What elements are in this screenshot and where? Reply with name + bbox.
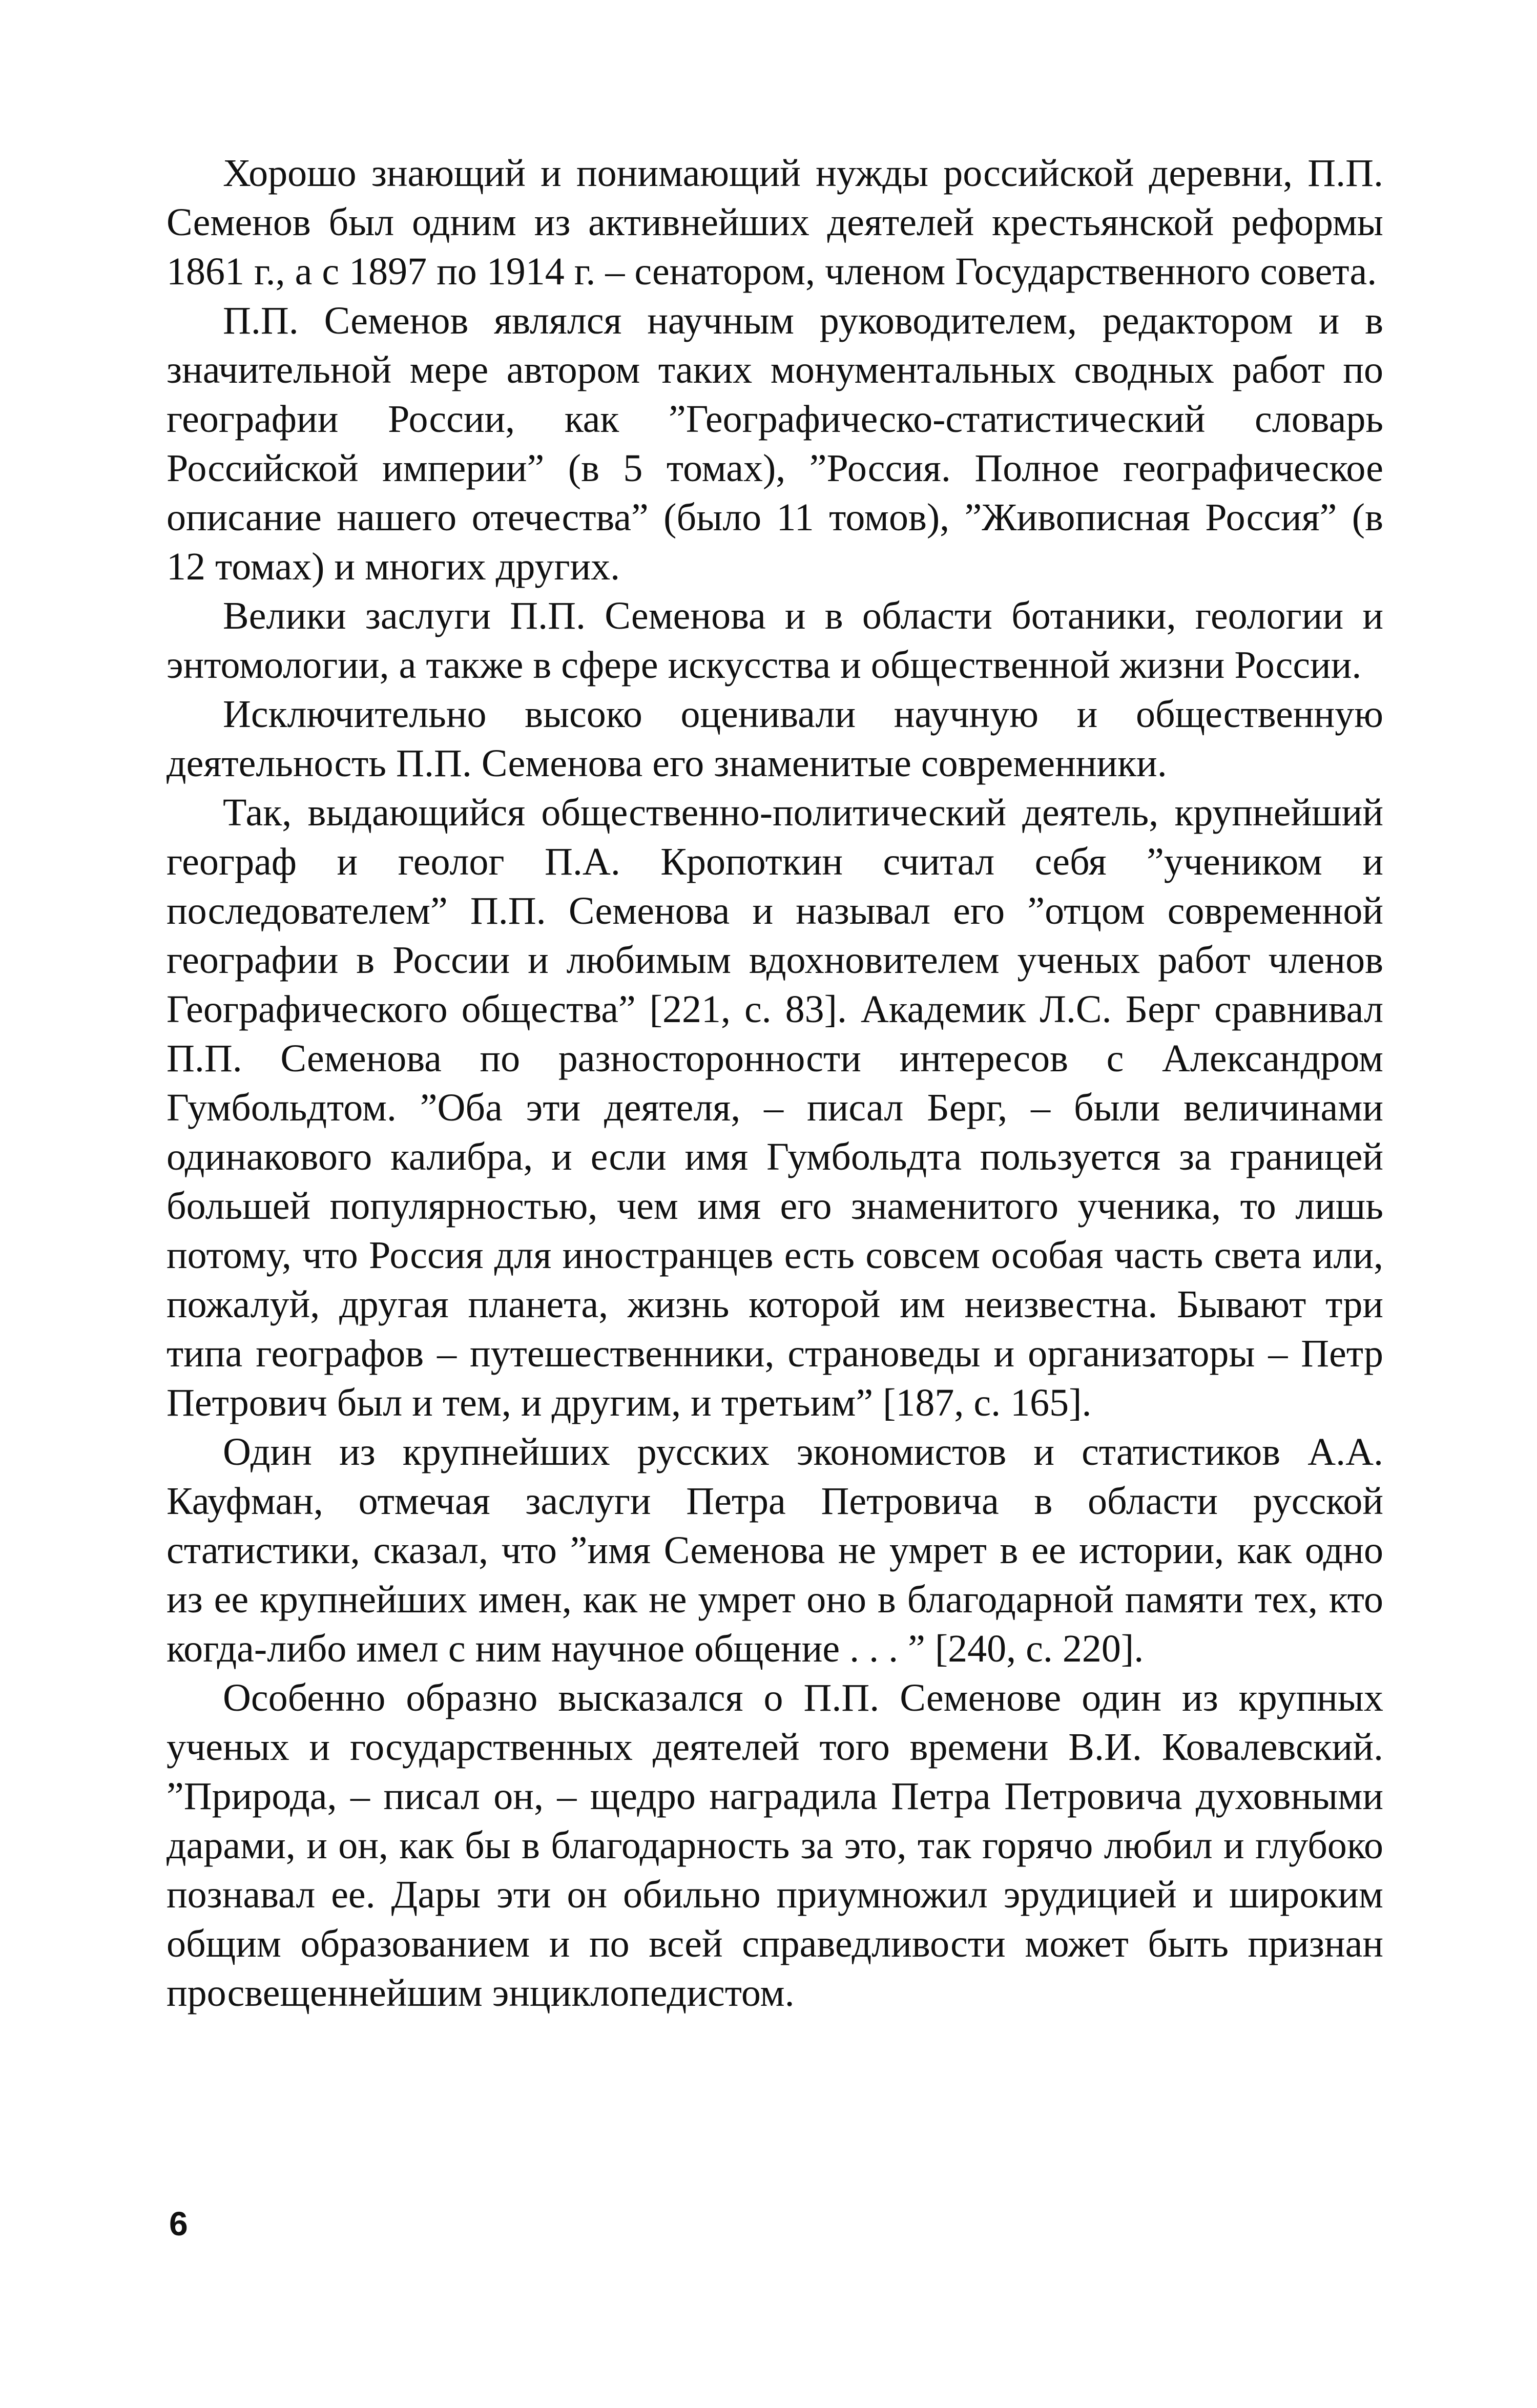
paragraph-2: П.П. Семенов являлся научным руководителем, редактором и в значительной мере автором таких монументальных сводных работ по географии России, как ”Географическо-статистический словарь Российской империи” (в 5 томах), ”Россия. Полное географическое описание нашего отечества” (было 11 томов), ”Живописная Россия” (в 12 томах) и многих других. [167,299,1383,588]
paragraph-5: Так, выдающийся общественно-политический деятель, крупнейший географ и геолог П.А. Кропоткин считал себя ”учеником и последователем” П.П. Семенова и называл его ”отцом современной географии в России и любимым вдохновителем ученых работ членов Географического общества” [221, с. 83]. Академик Л.С. Берг сравнивал П.П. Семенова по разносторонности интересов с Александром Гумбольдтом. ”Оба эти деятеля, – писал Берг, – были величинами одинакового калибра, и если имя Гумбольдта пользуется за границей большей популярностью, чем имя его знаменитого ученика, то лишь потому, что Россия для иностранцев есть совсем особая часть света или, пожалуй, другая планета, жизнь которой им неизвестна. Бывают три типа географов – путешественники, страноведы и организаторы – Петр Петрович был и тем, и другим, и третьим” [187, с. 165]. [167,791,1383,1424]
paragraph-7: Особенно образно высказался о П.П. Семенове один из крупных ученых и государственных деятелей того времени В.И. Ковалевский. ”Природа, – писал он, – щедро наградила Петра Петровича духовными дарами, и он, как бы в благодарность за это, так горячо любил и глубоко познавал ее. Дары эти он обильно приумножил эрудицией и широким общим образованием и по всей справедливости может быть признан просвещеннейшим энциклопедистом. [167,1676,1383,2015]
paragraph-6: Один из крупнейших русских экономистов и статистиков А.А. Кауфман, отмечая заслуги Петра Петровича в области русской статистики, сказал, что ”имя Семенова не умрет в ее истории, как одно из ее крупнейших имен, как не умрет оно в благодарной памяти тех, кто когда-либо имел с ним научное общение . . . ” [240, с. 220]. [167,1430,1383,1670]
paragraph-3: Велики заслуги П.П. Семенова и в области ботаники, геологии и энтомологии, а также в сфере искусства и общественной жизни России. [167,594,1383,687]
page-number: 6 [169,2205,188,2243]
paragraph-1: Хорошо знающий и понимающий нужды российской деревни, П.П. Семенов был одним из активнейших деятелей крестьянской реформы 1861 г., а с 1897 по 1914 г. – сенатором, членом Государственного совета. [167,152,1383,293]
paragraph-4: Исключительно высоко оценивали научную и общественную деятельность П.П. Семенова его знаменитые современники. [167,693,1383,785]
body-text [167,149,1383,2018]
